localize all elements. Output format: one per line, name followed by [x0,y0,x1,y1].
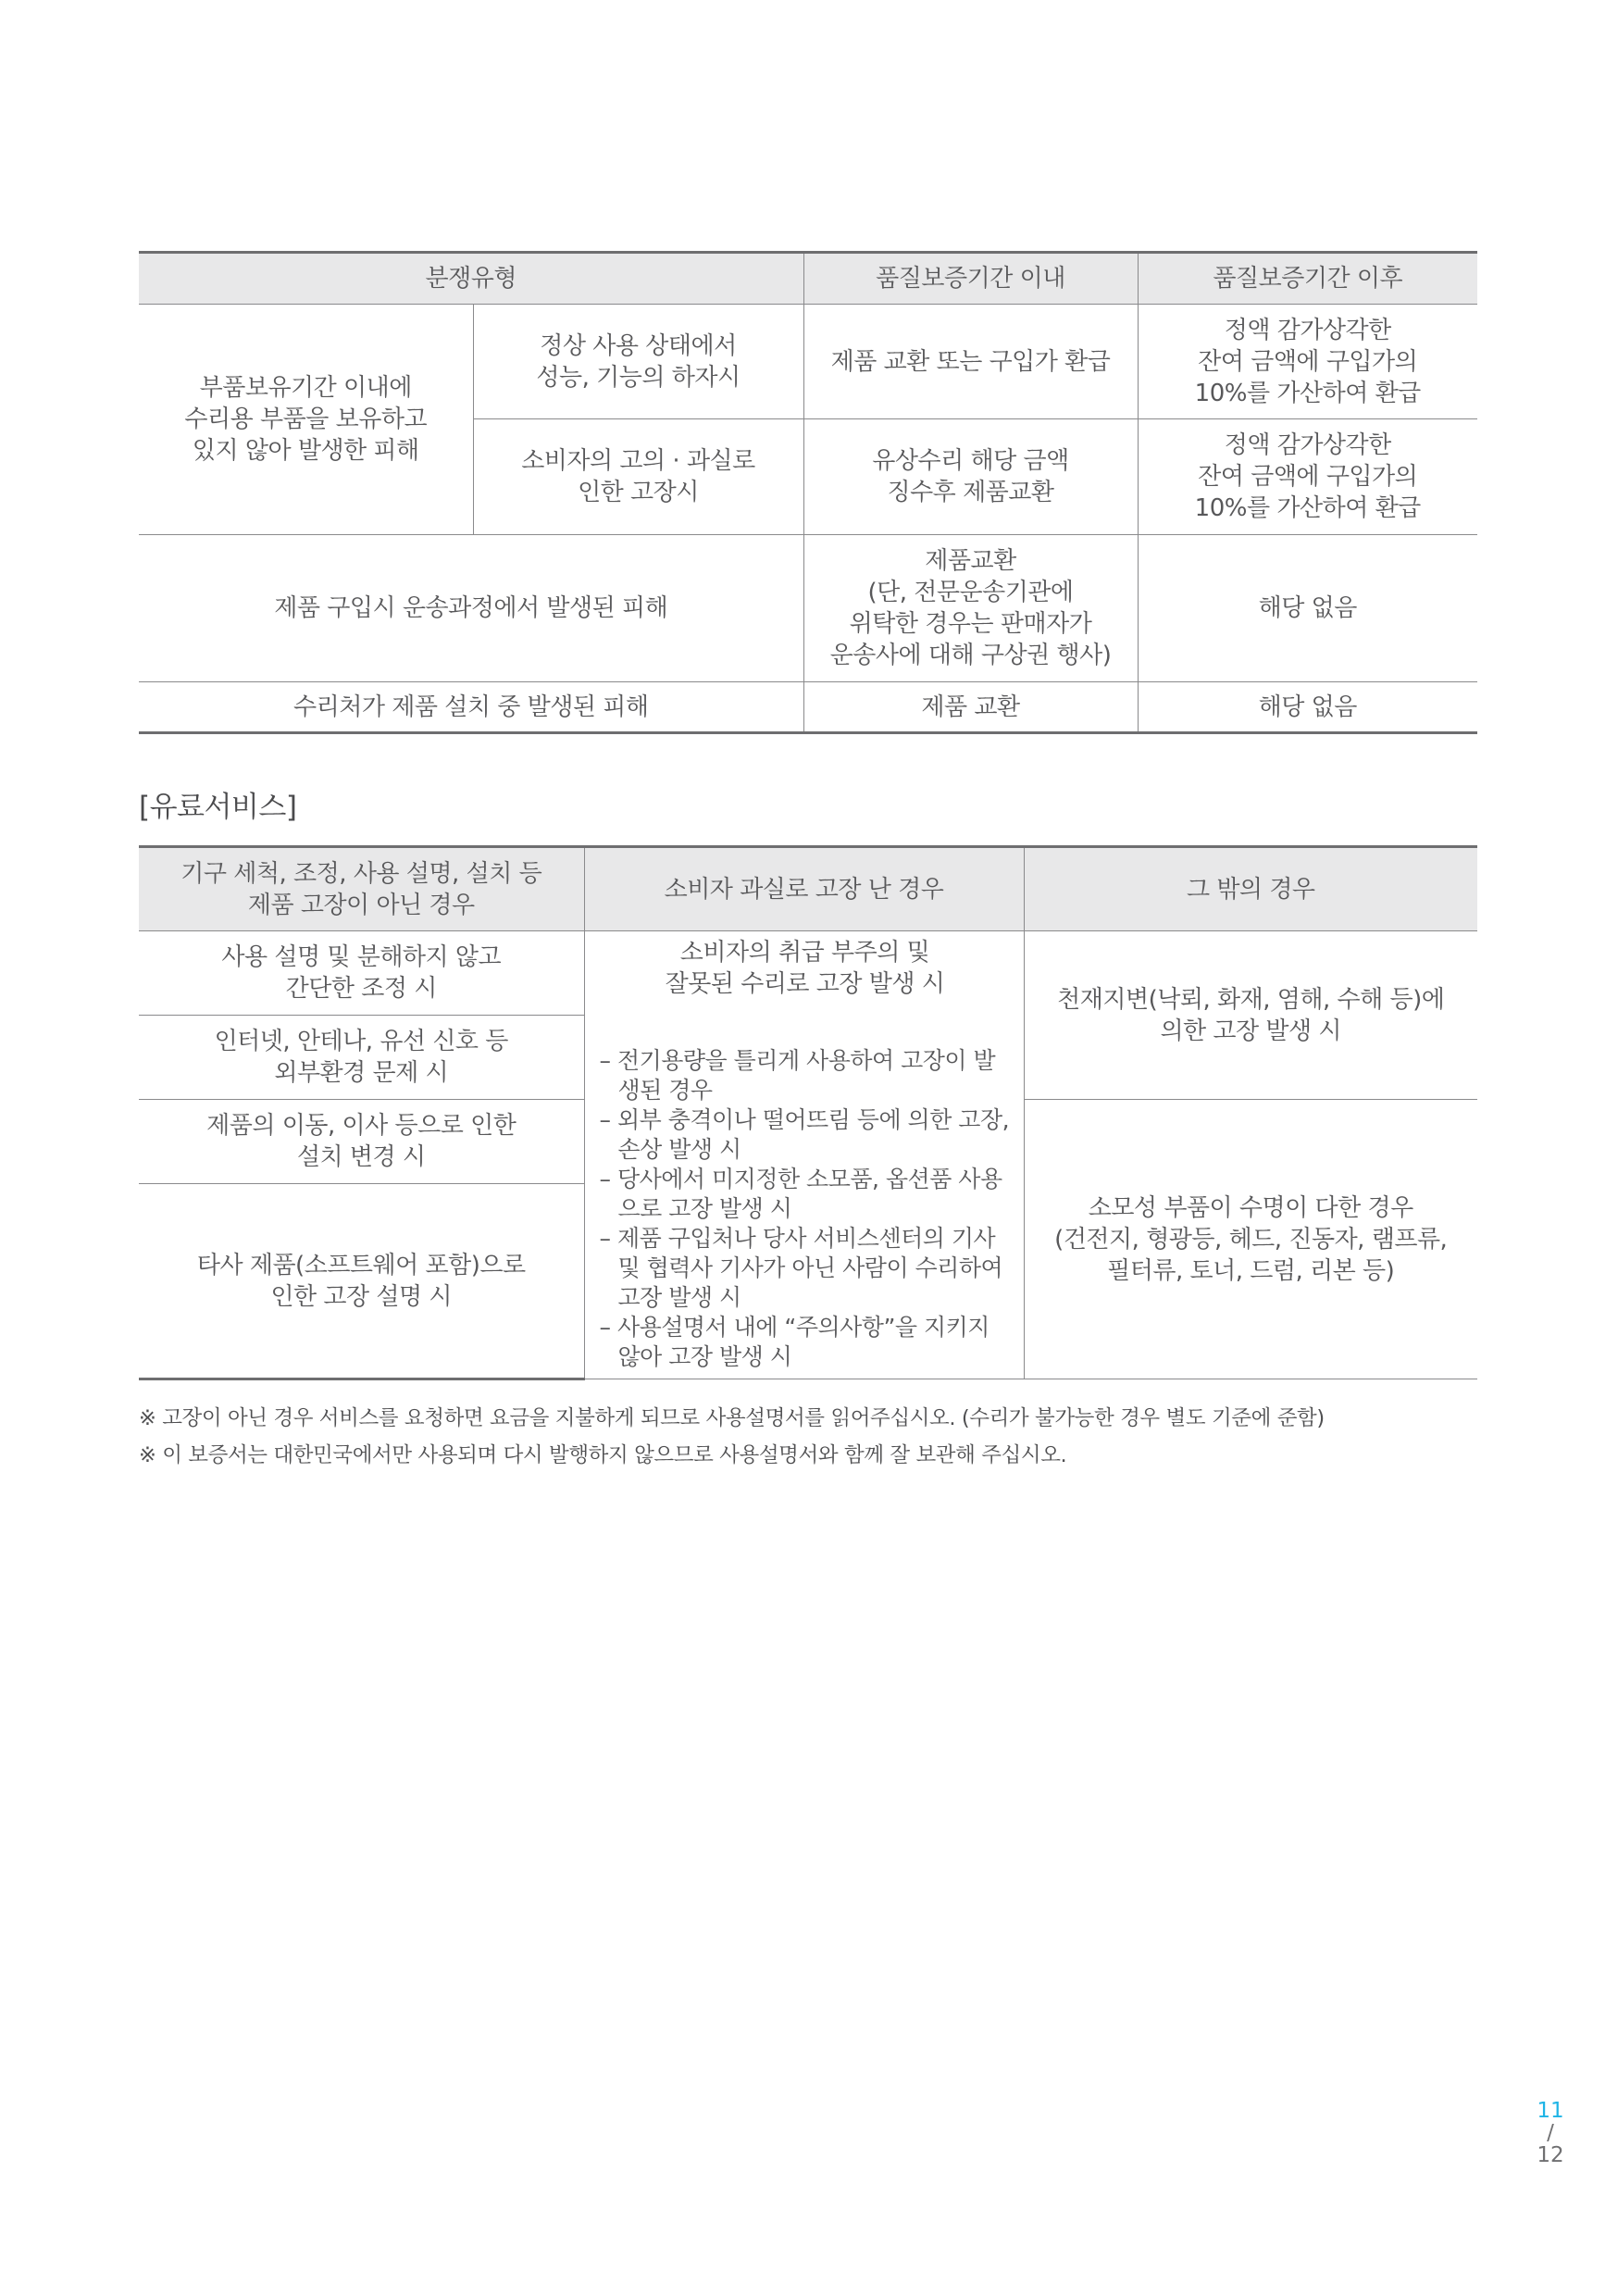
case-third-party-product [139,1184,584,1379]
header-within-warranty: 품질보증기간 이내 [803,253,1138,305]
cell-line: 제품 교환 [921,693,1020,721]
cell-line: 소모성 부품이 수명이 다한 경우 [1088,1193,1413,1222]
current-page: 11 [1537,2099,1564,2123]
cell-line: 제품 교환 또는 구입가 환급 [830,347,1111,376]
cell-line: 부품보유기간 이내에 [199,374,412,402]
list-item: – 당사에서 미지정한 소모품, 옵션품 사용으로 고장 발생 시 [600,1165,1011,1224]
table-row [139,535,1477,682]
cell-line: (건전지, 형광등, 헤드, 진동자, 램프류, [1054,1225,1448,1254]
header-not-failure [139,847,584,931]
cell-line: 잘못된 수리로 고장 발생 시 [665,970,945,998]
cell-line: 있지 않아 발생한 피해 [192,437,419,465]
cell-line: 제품 구입시 운송과정에서 발생된 피해 [274,594,668,622]
cell-line: 그 밖의 경우 [1186,875,1315,904]
cell-line: 해당 없음 [1258,594,1357,622]
cell-line: 위탁한 경우는 판매자가 [849,610,1092,638]
header-consumer-fault [584,847,1024,931]
remedy-after [1138,419,1477,535]
case-consumable-parts [1024,1100,1477,1379]
list-item: – 전기용량을 틀리게 사용하여 고장이 발생된 경우 [600,1046,1011,1105]
cell-line: 인한 고장시 [578,479,699,506]
cell-line: 10%를 가산하여 환급 [1194,379,1421,407]
dispute-resolution-table [139,251,1477,734]
case-relocation [139,1100,584,1184]
cell-line: 성능, 기능의 하자시 [536,363,741,392]
table-header-row [139,253,1477,305]
remedy-within [803,419,1138,535]
cell-line: 천재지변(낙뢰, 화재, 염해, 수해 등)에 [1057,985,1445,1014]
cell-line: 해당 없음 [1258,693,1357,721]
case-installation-damage [139,682,803,733]
list-item: – 제품 구입처나 당사 서비스센터의 기사 및 협력사 기사가 아닌 사람이 수리하여 고장 발생 시 [600,1224,1011,1313]
case-external-environment [139,1016,584,1100]
cell-line: 수리용 부품을 보유하고 [184,406,428,433]
cell-line: 필터류, 토너, 드럼, 리본 등) [1107,1256,1395,1285]
cell-line: 소비자의 고의 · 과실로 [521,447,755,475]
cell-line: 의한 고장 발생 시 [1160,1017,1342,1045]
cell-line: 수리처가 제품 설치 중 발생된 피해 [293,693,649,721]
header-dispute-type: 분쟁유형 [139,253,803,305]
cell-line: 기구 세척, 조정, 사용 설명, 설치 등 [180,859,542,888]
cell-line: 외부환경 문제 시 [274,1059,449,1087]
total-pages: 12 [1537,2143,1564,2167]
table-row [139,682,1477,733]
list-item: – 외부 충격이나 떨어뜨림 등에 의한 고장, 손상 발생 시 [600,1105,1011,1165]
case-normal-use-defect [473,305,803,419]
list-item: – 사용설명서 내에 “주의사항”을 지키지 않아 고장 발생 시 [600,1313,1011,1372]
case-simple-adjustment [139,931,584,1016]
case-shipping-damage [139,535,803,682]
cell-line: 유상수리 해당 금액 [872,447,1069,475]
section-title-paid-service: [유료서비스] [139,791,297,824]
header-other-cases [1024,847,1477,931]
cell-line: 인한 고장 설명 시 [270,1282,453,1311]
cell-line: 정액 감가상각한 [1224,431,1391,459]
category-parts-unavailable [139,305,473,535]
cell-line: 징수후 제품교환 [887,479,1054,506]
cell-line: 소비자의 취급 부주의 및 [679,939,930,967]
cell-line: 사용 설명 및 분해하지 않고 [221,943,502,971]
cell-line: 운송사에 대해 구상권 행사) [829,642,1112,669]
footnotes [139,1400,1325,1474]
table-row [139,931,1477,1016]
footnote: ※ 고장이 아닌 경우 서비스를 요청하면 요금을 지불하게 되므로 사용설명서를 읽어주십시오. (수리가 불가능한 경우 별도 기준에 준함) [139,1406,1325,1430]
cell-line: 간단한 조정 시 [285,975,437,1003]
consumer-fault-intro [600,937,1011,1000]
cell-line: 정상 사용 상태에서 [540,331,737,360]
case-consumer-fault [473,419,803,535]
header-after-warranty: 품질보증기간 이후 [1138,253,1477,305]
cell-line: 제품의 이동, 이사 등으로 인한 [206,1112,517,1140]
page-number [1532,2100,1569,2166]
remedy-after [1138,305,1477,419]
remedy-within [803,535,1138,682]
cell-line: 제품교환 [925,547,1016,575]
cell-line: 제품 고장이 아닌 경우 [247,891,475,919]
table-row [139,305,1477,419]
case-natural-disaster [1024,931,1477,1100]
cell-line: 정액 감가상각한 [1224,316,1391,344]
footnote: ※ 이 보증서는 대한민국에서만 사용되며 다시 발행하지 않으므로 사용설명서와 함께 잘 보관해 주십시오. [139,1443,1067,1467]
cell-line: 잔여 금액에 구입가의 [1198,463,1418,491]
table-header-row [139,847,1477,931]
remedy-within [803,305,1138,419]
consumer-fault-list [600,1046,1011,1372]
cell-line: 인터넷, 안테나, 유선 신호 등 [214,1028,508,1055]
cell-line: 10%를 가산하여 환급 [1194,494,1421,522]
remedy-after [1138,682,1477,733]
paid-service-table [139,845,1477,1380]
cell-line: 소비자 과실로 고장 난 경우 [664,875,944,904]
cell-line: (단, 전문운송기관에 [867,579,1074,606]
remedy-after [1138,535,1477,682]
cell-line: 잔여 금액에 구입가의 [1198,347,1418,376]
cell-line: 설치 변경 시 [296,1143,426,1171]
page-separator: / [1547,2121,1554,2145]
cell-line: 타사 제품(소프트웨어 포함)으로 [196,1251,526,1279]
remedy-within [803,682,1138,733]
consumer-fault-cell [584,931,1024,1379]
